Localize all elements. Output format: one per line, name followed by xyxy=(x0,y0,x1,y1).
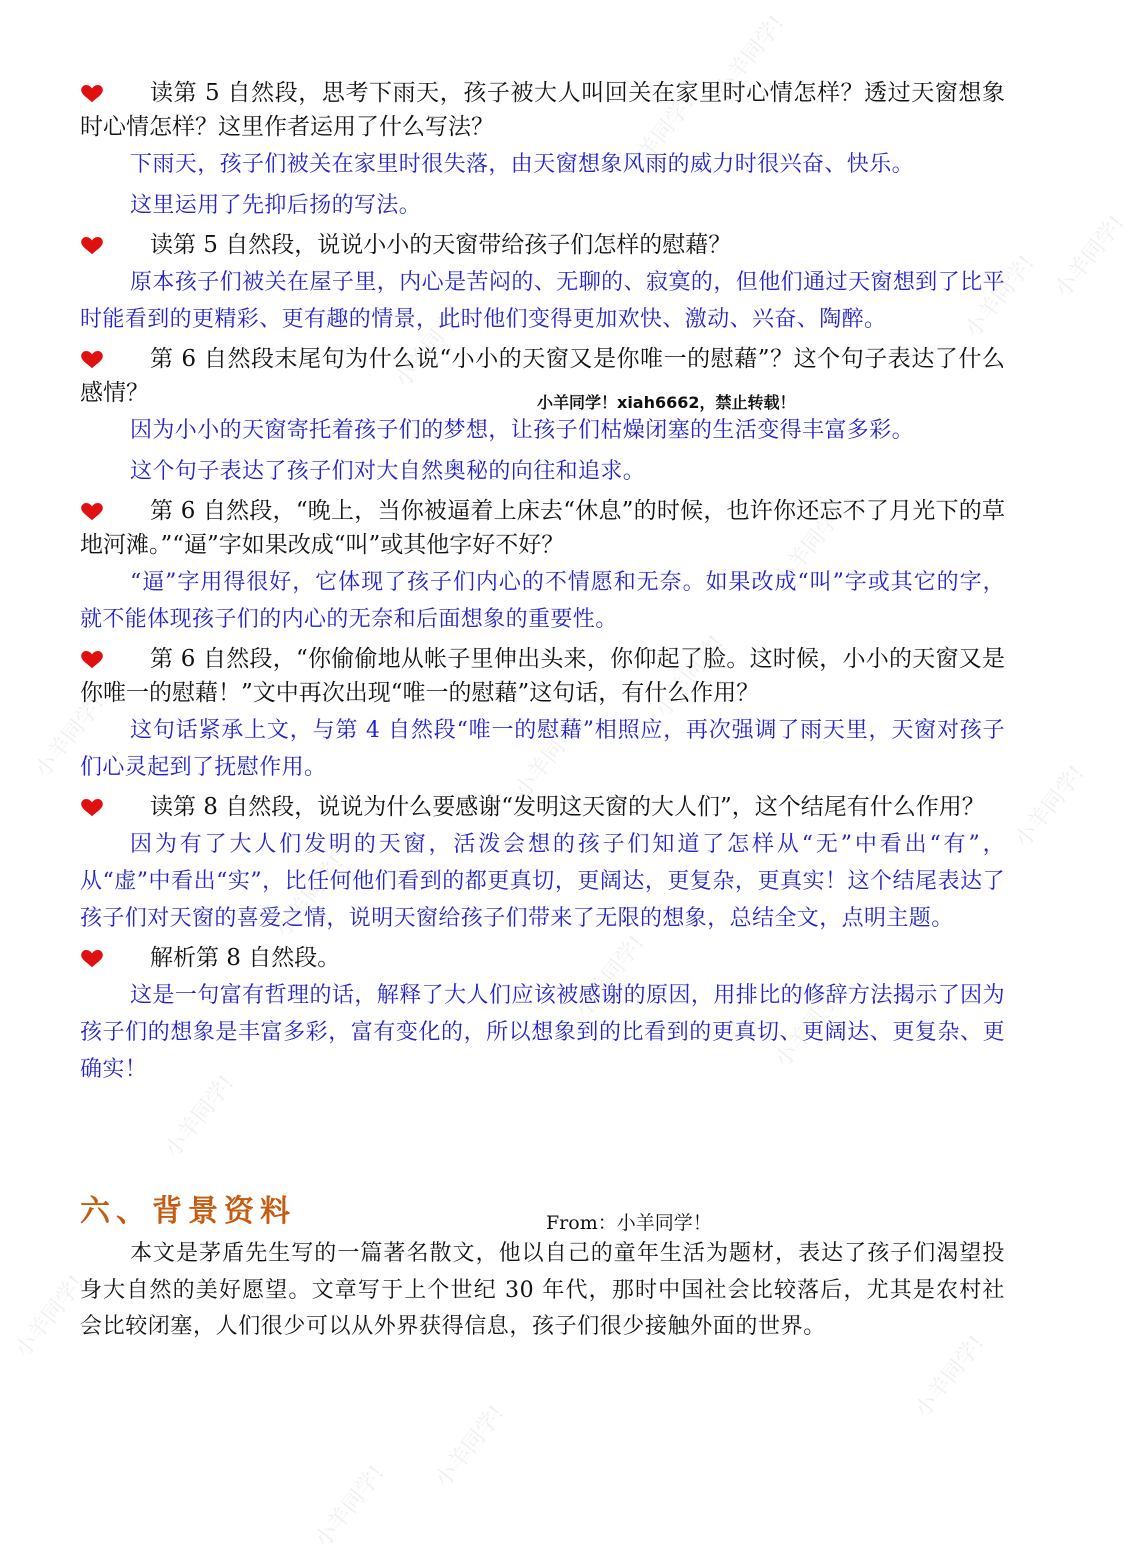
copyright-overlay: 小羊同学！xiah6662，禁止转载！ xyxy=(535,390,798,413)
section-title: 六、背景资料 xyxy=(80,1194,296,1229)
heart-icon xyxy=(80,651,104,669)
watermark: 小羊同学! xyxy=(390,300,470,393)
question xyxy=(80,76,1005,144)
watermark: 小羊同学! xyxy=(770,500,850,593)
question xyxy=(80,228,1005,262)
watermark: 小羊同学! xyxy=(510,710,590,803)
question-text: 读第 5 自然段，思考下雨天，孩子被大人叫回关在家里时心情怎样？透过天窗想象时心情怎样？这里作者运用了什么写法？ xyxy=(80,80,1005,140)
heart-icon xyxy=(80,237,104,255)
source-credit: From：小羊同学！ xyxy=(546,1212,712,1234)
heart-icon xyxy=(80,85,104,103)
question-text: 第 6 自然段，“你偷偷地从帐子里伸出头来，你仰起了脸。这时候，小小的天窗又是你唯一的慰藉！”文中再次出现“唯一的慰藉”这句话，有什么作用？ xyxy=(80,646,1005,706)
question xyxy=(80,941,1005,975)
question xyxy=(80,494,1005,562)
watermark: 小羊同学! xyxy=(10,1270,90,1363)
answer: “逼”字用得很好，它体现了孩子们内心的不情愿和无奈。如果改成“叫”字或其它的字，就不能体现孩子们的内心的无奈和后面想象的重要性。 xyxy=(80,570,1005,632)
watermark: 小羊同学! xyxy=(270,850,350,943)
heart-icon xyxy=(80,351,104,369)
answer: 这个句子表达了孩子们对大自然奥秘的向往和追求。 xyxy=(130,459,646,484)
watermark: 小羊同学! xyxy=(570,930,650,1023)
watermark: 小羊同学! xyxy=(30,690,110,783)
watermark: 小羊同学! xyxy=(650,630,730,723)
watermark: 小羊同学! xyxy=(960,250,1040,343)
question-text: 第 6 自然段末尾句为什么说“小小的天窗又是你唯一的慰藉”？这个句子表达了什么感情？ xyxy=(80,346,1005,406)
watermark: 小羊同学! xyxy=(430,1400,510,1493)
answer: 原本孩子们被关在屋子里，内心是苦闷的、无聊的、寂寞的，但他们通过天窗想到了比平时能看到的更精彩、更有趣的情景，此时他们变得更加欢快、激动、兴奋、陶醉。 xyxy=(80,270,1005,332)
background-paragraph: 本文是茅盾先生写的一篇著名散文，他以自己的童年生活为题材，表达了孩子们渴望投身大自然的美好愿望。文章写于上个世纪 30 年代，那时中国社会比较落后，尤其是农村社会比较闭塞，人们很少可以从外界获得信息，孩子们很少接触外面的世界。 xyxy=(80,1241,1005,1339)
answer: 因为有了大人们发明的天窗，活泼会想的孩子们知道了怎样从“无”中看出“有”，从“虚”中看出“实”，比任何他们看到的都更真切，更阔达，更复杂，更真实！这个结尾表达了孩子们对天窗的喜爱之情，说明天窗给孩子们带来了无限的想象，总结全文，点明主题。 xyxy=(80,832,1005,931)
watermark: 小羊同学! xyxy=(1010,760,1090,853)
question-text: 读第 8 自然段，说说为什么要感谢“发明这天窗的大人们”，这个结尾有什么作用？ xyxy=(150,794,985,820)
heart-icon xyxy=(80,799,104,817)
watermark: 小羊同学! xyxy=(710,10,790,103)
watermark: 小羊同学! xyxy=(910,1330,990,1423)
question xyxy=(80,642,1005,710)
answer: 这里运用了先抑后扬的写法。 xyxy=(130,193,422,218)
heart-icon xyxy=(80,503,104,521)
answer: 这是一句富有哲理的话，解释了大人们应该被感谢的原因，用排比的修辞方法揭示了因为孩子们的想象是丰富多彩，富有变化的，所以想象到的比看到的更真切、更阔达、更复杂、更确实！ xyxy=(80,983,1005,1082)
watermark: 小羊同学! xyxy=(620,90,700,183)
question-text: 解析第 8 自然段。 xyxy=(150,945,341,971)
answer: 这句话紧承上文，与第 4 自然段“唯一的慰藉”相照应，再次强调了雨天里，天窗对孩子们心灵起到了抚慰作用。 xyxy=(80,718,1005,780)
answer: 因为小小的天窗寄托着孩子们的梦想，让孩子们枯燥闭塞的生活变得丰富多彩。 xyxy=(130,418,915,443)
watermark: 小羊同学! xyxy=(160,1070,240,1163)
heart-icon xyxy=(80,950,104,968)
question-text: 读第 5 自然段，说说小小的天窗带给孩子们怎样的慰藉？ xyxy=(150,232,732,258)
answer: 下雨天，孩子们被关在家里时很失落，由天窗想象风雨的威力时很兴奋、快乐。 xyxy=(130,152,915,177)
question xyxy=(80,790,1005,824)
watermark: 小羊同学! xyxy=(310,1460,390,1553)
watermark: 小羊同学! xyxy=(770,980,850,1073)
qa-list xyxy=(80,76,1005,1092)
question-text: 第 6 自然段，“晚上，当你被逼着上床去“休息”的时候，也许你还忘不了月光下的草地河滩。”“逼”字如果改成“叫”或其他字好不好？ xyxy=(80,498,1005,558)
watermark: 小羊同学! xyxy=(1050,210,1130,303)
